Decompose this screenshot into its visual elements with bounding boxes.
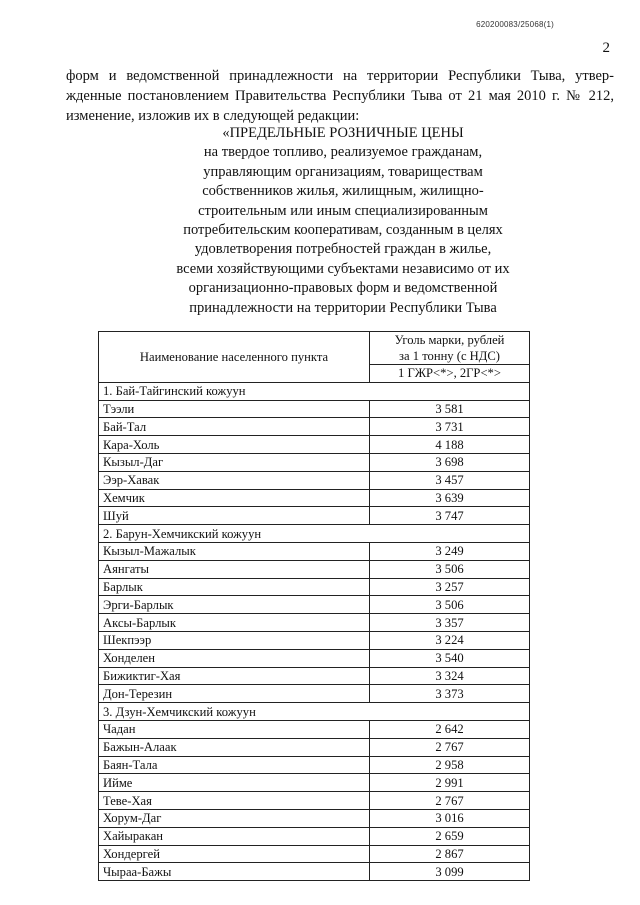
settlement-name: Ээр-Хавак bbox=[99, 471, 370, 489]
settlement-name: Аянгаты bbox=[99, 560, 370, 578]
price-value: 3 698 bbox=[370, 453, 530, 471]
table-row bbox=[99, 489, 530, 507]
table-row bbox=[99, 809, 530, 827]
price-value: 3 224 bbox=[370, 631, 530, 649]
column-header-price bbox=[370, 332, 530, 365]
table-row bbox=[99, 578, 530, 596]
intro-line: жденные постановлением Правительства Республики Тыва от 21 мая 2010 г. № 212, bbox=[66, 88, 614, 104]
district-group-row bbox=[99, 382, 530, 400]
settlement-name: Дон-Терезин bbox=[99, 685, 370, 703]
document-heading bbox=[108, 124, 578, 318]
district-title: 3. Дзун-Хемчикский кожуун bbox=[99, 703, 530, 721]
heading-line: всеми хозяйствующими субъектами независимо от их bbox=[176, 260, 510, 277]
table-row bbox=[99, 436, 530, 454]
settlement-name: Хайыракан bbox=[99, 827, 370, 845]
table-row bbox=[99, 542, 530, 560]
settlement-name: Кара-Холь bbox=[99, 436, 370, 454]
table-row bbox=[99, 631, 530, 649]
settlement-name: Хемчик bbox=[99, 489, 370, 507]
price-value: 3 324 bbox=[370, 667, 530, 685]
district-title: 1. Бай-Тайгинский кожуун bbox=[99, 382, 530, 400]
table-row bbox=[99, 418, 530, 436]
heading-line: потребительским кооперативам, созданным в целях bbox=[183, 222, 503, 239]
price-value: 3 099 bbox=[370, 863, 530, 881]
heading-line: строительным или иным специализированным bbox=[198, 202, 488, 219]
settlement-name: Хонделен bbox=[99, 649, 370, 667]
price-value: 3 457 bbox=[370, 471, 530, 489]
column-header-price-line: Уголь марки, рублей bbox=[394, 333, 505, 347]
price-value: 3 639 bbox=[370, 489, 530, 507]
settlement-name: Шекпээр bbox=[99, 631, 370, 649]
table-row bbox=[99, 756, 530, 774]
price-value: 2 991 bbox=[370, 774, 530, 792]
table-row bbox=[99, 453, 530, 471]
settlement-name: Тээли bbox=[99, 400, 370, 418]
settlement-name: Теве-Хая bbox=[99, 792, 370, 810]
price-value: 2 767 bbox=[370, 792, 530, 810]
table-body bbox=[99, 382, 530, 880]
table-row bbox=[99, 614, 530, 632]
price-value: 3 747 bbox=[370, 507, 530, 525]
table-row bbox=[99, 738, 530, 756]
table-row bbox=[99, 792, 530, 810]
intro-line: изменение, изложив их в следующей редакции: bbox=[66, 108, 360, 124]
settlement-name: Бай-Тал bbox=[99, 418, 370, 436]
price-value: 3 506 bbox=[370, 560, 530, 578]
price-value: 3 506 bbox=[370, 596, 530, 614]
price-value: 2 767 bbox=[370, 738, 530, 756]
table-row bbox=[99, 774, 530, 792]
price-value: 2 867 bbox=[370, 845, 530, 863]
price-table bbox=[98, 331, 530, 881]
heading-line: «ПРЕДЕЛЬНЫЕ РОЗНИЧНЫЕ ЦЕНЫ bbox=[222, 125, 464, 141]
settlement-name: Ийме bbox=[99, 774, 370, 792]
settlement-name: Бижиктиг-Хая bbox=[99, 667, 370, 685]
table-row bbox=[99, 596, 530, 614]
table-row bbox=[99, 827, 530, 845]
heading-line: на твердое топливо, реализуемое гражданам, bbox=[203, 144, 483, 161]
heading-line: удовлетворения потребностей граждан в жилье, bbox=[194, 241, 492, 258]
settlement-name: Бажын-Алаак bbox=[99, 738, 370, 756]
intro-line: форм и ведомственной принадлежности на территории Республики Тыва, утвер- bbox=[66, 68, 614, 84]
settlement-name: Эрги-Барлык bbox=[99, 596, 370, 614]
district-title: 2. Барун-Хемчикский кожуун bbox=[99, 525, 530, 543]
settlement-name: Кызыл-Даг bbox=[99, 453, 370, 471]
price-value: 2 659 bbox=[370, 827, 530, 845]
page-number: 2 bbox=[602, 40, 610, 56]
table-row bbox=[99, 863, 530, 881]
table-row bbox=[99, 400, 530, 418]
price-value: 3 016 bbox=[370, 809, 530, 827]
heading-line: принадлежности на территории Республики Тыва bbox=[189, 299, 497, 316]
price-value: 3 357 bbox=[370, 614, 530, 632]
settlement-name: Кызыл-Мажалык bbox=[99, 542, 370, 560]
table-row bbox=[99, 667, 530, 685]
document-code: 620200083/25068(1) bbox=[476, 20, 554, 29]
settlement-name: Чыраа-Бажы bbox=[99, 863, 370, 881]
price-value: 2 958 bbox=[370, 756, 530, 774]
heading-line: управляющим организациям, товариществам bbox=[203, 163, 483, 180]
price-value: 3 581 bbox=[370, 400, 530, 418]
price-value: 3 257 bbox=[370, 578, 530, 596]
price-value: 2 642 bbox=[370, 720, 530, 738]
settlement-name: Хорум-Даг bbox=[99, 809, 370, 827]
column-header-price-line: за 1 тонну (с НДС) bbox=[399, 349, 500, 363]
price-value: 3 540 bbox=[370, 649, 530, 667]
price-value: 3 731 bbox=[370, 418, 530, 436]
settlement-name: Баян-Тала bbox=[99, 756, 370, 774]
table-row bbox=[99, 720, 530, 738]
district-group-row bbox=[99, 525, 530, 543]
settlement-name: Хондергей bbox=[99, 845, 370, 863]
table-row bbox=[99, 560, 530, 578]
price-value: 3 373 bbox=[370, 685, 530, 703]
price-value: 4 188 bbox=[370, 436, 530, 454]
table-row bbox=[99, 685, 530, 703]
table-row bbox=[99, 845, 530, 863]
price-value: 3 249 bbox=[370, 542, 530, 560]
table-row bbox=[99, 471, 530, 489]
district-group-row bbox=[99, 703, 530, 721]
column-subheader-coal-grade: 1 ГЖР<*>, 2ГР<*> bbox=[370, 365, 530, 383]
settlement-name: Аксы-Барлык bbox=[99, 614, 370, 632]
settlement-name: Шуй bbox=[99, 507, 370, 525]
intro-paragraph bbox=[66, 66, 614, 126]
table-header-row bbox=[99, 332, 530, 365]
table-row bbox=[99, 507, 530, 525]
heading-line: собственников жилья, жилищным, жилищно- bbox=[202, 183, 484, 200]
column-header-settlement: Наименование населенного пункта bbox=[99, 332, 370, 383]
settlement-name: Чадан bbox=[99, 720, 370, 738]
heading-line: организационно-правовых форм и ведомственной bbox=[188, 280, 498, 297]
settlement-name: Барлык bbox=[99, 578, 370, 596]
table-row bbox=[99, 649, 530, 667]
